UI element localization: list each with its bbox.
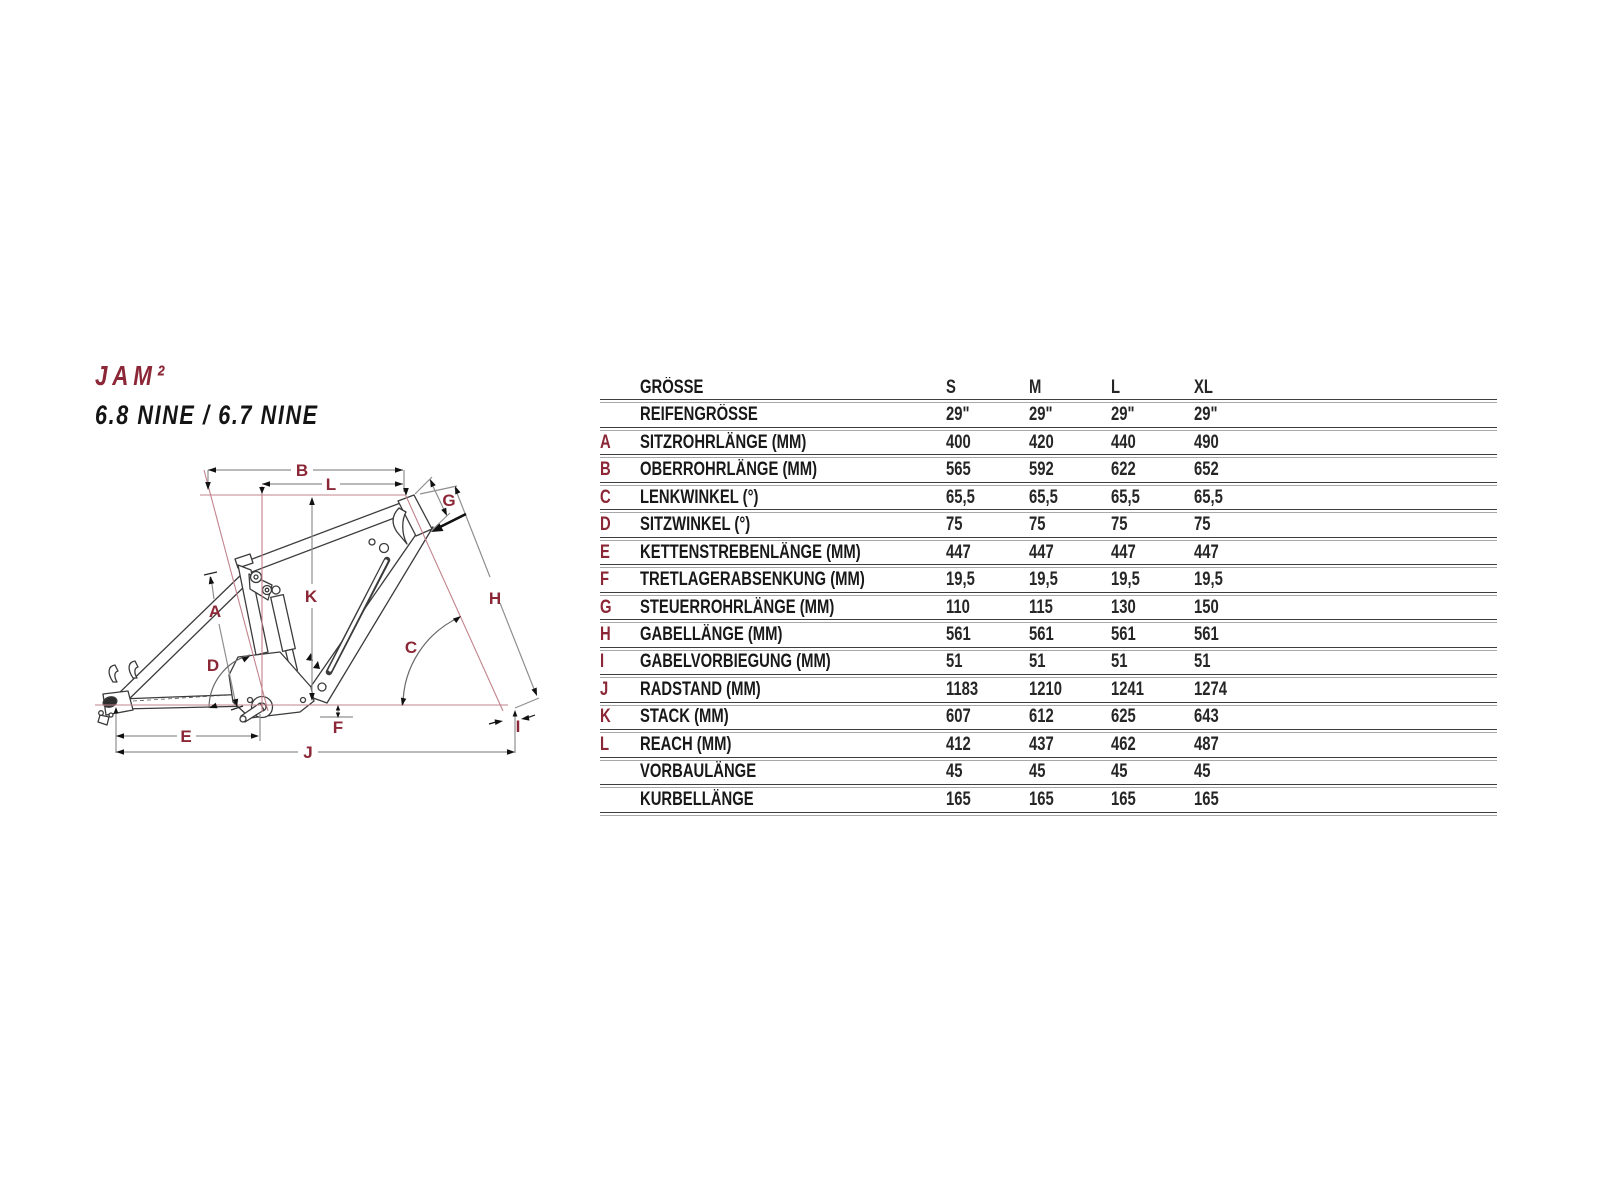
row-value bbox=[1029, 679, 1112, 701]
row-value-text: 110 bbox=[946, 596, 970, 618]
row-value bbox=[946, 459, 1029, 481]
row-value-text: 462 bbox=[1111, 733, 1137, 755]
row-value bbox=[1194, 679, 1277, 701]
row-value bbox=[1029, 487, 1112, 509]
row-label-text: RADSTAND (MM) bbox=[640, 678, 761, 700]
table-row bbox=[600, 706, 1497, 729]
row-value bbox=[946, 624, 1029, 646]
row-value-text: 29" bbox=[1194, 404, 1218, 426]
row-letter-text: J bbox=[600, 678, 609, 700]
row-value-text: 447 bbox=[1028, 541, 1054, 563]
row-value bbox=[1029, 789, 1112, 811]
dim-label-A: A bbox=[208, 602, 222, 621]
row-label-text: GABELVORBIEGUNG (MM) bbox=[640, 651, 831, 673]
row-value-text: 440 bbox=[1111, 431, 1137, 453]
dimension-lines bbox=[116, 470, 539, 753]
row-label bbox=[640, 789, 946, 811]
dim-label-F: F bbox=[332, 718, 344, 737]
row-value-text: 490 bbox=[1194, 431, 1219, 453]
table-row bbox=[600, 596, 1497, 619]
table-row bbox=[600, 486, 1497, 509]
row-value bbox=[946, 432, 1029, 454]
row-value-text: 487 bbox=[1194, 733, 1219, 755]
row-value-text: 165 bbox=[1194, 788, 1219, 810]
row-value-text: 45 bbox=[946, 761, 963, 783]
row-value-text: 561 bbox=[1028, 624, 1054, 645]
row-value bbox=[946, 597, 1029, 619]
table-header-row bbox=[600, 376, 1497, 399]
row-value-text: 420 bbox=[1028, 431, 1054, 453]
table-row bbox=[600, 788, 1497, 811]
row-value-text: 561 bbox=[1111, 624, 1137, 645]
header-size-label bbox=[640, 377, 946, 399]
dim-label-I: I bbox=[515, 717, 521, 736]
table-row bbox=[600, 623, 1497, 646]
row-value bbox=[1194, 734, 1277, 756]
row-value bbox=[1111, 487, 1194, 509]
row-value-text: 592 bbox=[1028, 459, 1054, 481]
row-value bbox=[1029, 569, 1112, 591]
row-value bbox=[1194, 624, 1277, 646]
row-value bbox=[1111, 569, 1194, 591]
row-value-text: 447 bbox=[1111, 541, 1137, 563]
row-value-text: 1210 bbox=[1028, 678, 1062, 700]
row-value-text: 412 bbox=[946, 733, 971, 755]
table-row bbox=[600, 733, 1497, 756]
row-letter bbox=[600, 679, 640, 701]
row-letter bbox=[600, 651, 640, 673]
row-label bbox=[640, 706, 946, 728]
row-letter bbox=[600, 597, 640, 619]
dim-label-E: E bbox=[180, 727, 192, 746]
row-value-text: 643 bbox=[1194, 706, 1219, 728]
table-row bbox=[600, 651, 1497, 674]
row-value bbox=[1029, 514, 1112, 536]
row-value bbox=[1029, 404, 1112, 426]
row-value bbox=[1194, 487, 1277, 509]
dim-label-K: K bbox=[304, 587, 318, 606]
row-value-text: 447 bbox=[946, 541, 971, 563]
row-value-text: 625 bbox=[1111, 706, 1137, 728]
row-label-text: KURBELLÄNGE bbox=[640, 788, 754, 810]
row-label bbox=[640, 432, 946, 454]
row-label bbox=[640, 487, 946, 509]
row-value bbox=[1194, 404, 1277, 426]
table-row bbox=[600, 568, 1497, 591]
row-value bbox=[1111, 542, 1194, 564]
row-letter-text: D bbox=[600, 514, 611, 536]
dim-label-L: L bbox=[325, 475, 337, 494]
row-value-text: 75 bbox=[1028, 514, 1046, 536]
row-value-text: 29" bbox=[1111, 404, 1135, 426]
row-value-text: 565 bbox=[946, 459, 971, 481]
row-value-text: 29" bbox=[946, 404, 970, 426]
row-value bbox=[1111, 761, 1194, 783]
row-value-text: 45 bbox=[1028, 761, 1046, 783]
row-value bbox=[1029, 761, 1112, 783]
dim-label-D: D bbox=[206, 656, 220, 675]
row-value-text: 51 bbox=[1111, 651, 1128, 673]
row-label-text: VORBAULÄNGE bbox=[640, 761, 757, 783]
table-body bbox=[600, 403, 1497, 815]
dim-label-J: J bbox=[303, 743, 313, 762]
row-value bbox=[1029, 459, 1112, 481]
row-value-text: 75 bbox=[1111, 514, 1128, 536]
row-letter bbox=[600, 624, 640, 646]
row-value-text: 19,5 bbox=[1194, 569, 1223, 591]
row-value bbox=[1029, 542, 1112, 564]
row-label bbox=[640, 679, 946, 701]
row-value-text: 622 bbox=[1111, 459, 1137, 481]
row-label bbox=[640, 761, 946, 783]
row-value bbox=[1194, 706, 1277, 728]
row-value bbox=[1111, 706, 1194, 728]
row-value bbox=[1111, 679, 1194, 701]
table-row bbox=[600, 513, 1497, 536]
row-value bbox=[946, 404, 1029, 426]
table-row bbox=[600, 541, 1497, 564]
row-letter-text: H bbox=[600, 624, 611, 645]
row-letter-text: I bbox=[600, 651, 605, 673]
row-value-text: 447 bbox=[1194, 541, 1219, 563]
row-value bbox=[1194, 761, 1277, 783]
row-label bbox=[640, 459, 946, 481]
row-value-text: 75 bbox=[1194, 514, 1211, 536]
row-value bbox=[1194, 459, 1277, 481]
row-value bbox=[1194, 542, 1277, 564]
row-value-text: 19,5 bbox=[946, 569, 975, 591]
row-label-text: TRETLAGERABSENKUNG (MM) bbox=[640, 569, 865, 591]
row-label-text: GABELLÄNGE (MM) bbox=[640, 624, 783, 645]
row-value-text: 65,5 bbox=[1194, 486, 1223, 508]
row-letter bbox=[600, 432, 640, 454]
row-letter-text: C bbox=[600, 486, 611, 508]
row-letter-text: K bbox=[600, 706, 611, 728]
row-value bbox=[946, 679, 1029, 701]
row-value-text: 561 bbox=[946, 624, 971, 645]
row-value-text: 1274 bbox=[1194, 678, 1228, 700]
row-letter bbox=[600, 734, 640, 756]
row-value bbox=[946, 761, 1029, 783]
row-value-text: 561 bbox=[1194, 624, 1219, 645]
row-label-text: SITZROHRLÄNGE (MM) bbox=[640, 431, 807, 453]
row-value bbox=[946, 651, 1029, 673]
table-row bbox=[600, 761, 1497, 784]
dim-label-C: C bbox=[404, 638, 418, 657]
row-letter bbox=[600, 514, 640, 536]
row-label bbox=[640, 542, 946, 564]
row-letter bbox=[600, 706, 640, 728]
col-header-xl: XL bbox=[1194, 376, 1214, 398]
table-row bbox=[600, 678, 1497, 701]
row-value-text: 45 bbox=[1194, 761, 1211, 783]
col-header-l: L bbox=[1111, 376, 1121, 398]
row-value bbox=[1194, 569, 1277, 591]
row-value bbox=[946, 706, 1029, 728]
row-label-text: STEUERROHRLÄNGE (MM) bbox=[640, 596, 835, 618]
row-value bbox=[1111, 459, 1194, 481]
col-header-m: M bbox=[1028, 376, 1042, 398]
row-value-text: 51 bbox=[1194, 651, 1211, 673]
row-label bbox=[640, 624, 946, 646]
row-value-text: 65,5 bbox=[1028, 486, 1058, 508]
model-subtitle: 6.8 NINE / 6.7 NINE bbox=[95, 400, 319, 430]
row-letter bbox=[600, 791, 640, 809]
row-value bbox=[1029, 651, 1112, 673]
frame-geometry-diagram bbox=[85, 438, 557, 775]
row-value-text: 65,5 bbox=[1111, 486, 1141, 508]
row-value-text: 1183 bbox=[946, 678, 979, 700]
row-value-text: 45 bbox=[1111, 761, 1128, 783]
row-value-text: 652 bbox=[1194, 459, 1219, 481]
row-letter bbox=[600, 487, 640, 509]
row-value bbox=[1111, 432, 1194, 454]
row-value bbox=[1029, 706, 1112, 728]
row-label-text: SITZWINKEL (°) bbox=[640, 514, 751, 536]
title-block bbox=[95, 360, 375, 431]
row-value bbox=[1029, 624, 1112, 646]
row-value bbox=[1194, 651, 1277, 673]
row-value-text: 400 bbox=[946, 431, 971, 453]
geometry-table bbox=[600, 376, 1497, 816]
row-value-text: 29" bbox=[1028, 404, 1053, 426]
row-label-text: LENKWINKEL (°) bbox=[640, 486, 759, 508]
row-letter bbox=[600, 459, 640, 481]
row-label bbox=[640, 569, 946, 591]
table-row bbox=[600, 403, 1497, 426]
row-value bbox=[946, 542, 1029, 564]
row-value-text: 19,5 bbox=[1028, 569, 1058, 591]
row-label-text: OBERROHRLÄNGE (MM) bbox=[640, 459, 818, 481]
row-label bbox=[640, 514, 946, 536]
row-value-text: 51 bbox=[1028, 651, 1046, 673]
row-value-text: 115 bbox=[1028, 596, 1053, 618]
row-letter bbox=[600, 406, 640, 424]
dim-label-B: B bbox=[295, 461, 309, 480]
row-letter-text: L bbox=[600, 733, 610, 755]
row-letter bbox=[600, 542, 640, 564]
row-label bbox=[640, 404, 946, 426]
row-label-text: STACK (MM) bbox=[640, 706, 729, 728]
dimension-arrowheads bbox=[114, 467, 537, 755]
row-value-text: 75 bbox=[946, 514, 963, 536]
row-value bbox=[946, 514, 1029, 536]
row-letter-text: A bbox=[600, 431, 611, 453]
row-value bbox=[1111, 404, 1194, 426]
col-header-s: S bbox=[946, 376, 956, 398]
row-value-text: 130 bbox=[1111, 596, 1137, 618]
row-value bbox=[1194, 432, 1277, 454]
row-value bbox=[1194, 597, 1277, 619]
model-title: JAM² bbox=[95, 360, 169, 391]
row-letter bbox=[600, 569, 640, 591]
table-row bbox=[600, 458, 1497, 481]
row-value-text: 165 bbox=[1111, 788, 1137, 810]
row-value bbox=[1111, 597, 1194, 619]
col-header-groesse: GRÖSSE bbox=[640, 376, 704, 398]
row-value bbox=[946, 734, 1029, 756]
dim-label-H: H bbox=[488, 589, 502, 608]
row-letter-text: B bbox=[600, 459, 611, 481]
row-label bbox=[640, 651, 946, 673]
row-value bbox=[1194, 514, 1277, 536]
row-value bbox=[1111, 514, 1194, 536]
row-letter-text: E bbox=[600, 541, 610, 563]
row-label-text: REIFENGRÖSSE bbox=[640, 404, 758, 426]
row-label bbox=[640, 734, 946, 756]
row-letter bbox=[600, 763, 640, 781]
row-value-text: 165 bbox=[946, 788, 971, 810]
row-value bbox=[1029, 432, 1112, 454]
row-label-text: KETTENSTREBENLÄNGE (MM) bbox=[640, 541, 861, 563]
row-value-text: 65,5 bbox=[946, 486, 975, 508]
row-value bbox=[946, 569, 1029, 591]
row-value bbox=[1111, 789, 1194, 811]
row-value bbox=[1111, 624, 1194, 646]
row-value bbox=[1029, 597, 1112, 619]
row-value-text: 51 bbox=[946, 651, 963, 673]
row-value-text: 437 bbox=[1028, 733, 1054, 755]
row-value bbox=[1111, 651, 1194, 673]
row-value bbox=[1029, 734, 1112, 756]
bike-frame-drawing bbox=[98, 495, 433, 725]
row-value bbox=[946, 789, 1029, 811]
row-value-text: 19,5 bbox=[1111, 569, 1141, 591]
row-value bbox=[1194, 789, 1277, 811]
row-label-text: REACH (MM) bbox=[640, 733, 732, 755]
row-value bbox=[946, 487, 1029, 509]
row-value-text: 150 bbox=[1194, 596, 1219, 618]
row-value-text: 1241 bbox=[1111, 678, 1145, 700]
table-rule bbox=[600, 812, 1497, 816]
row-letter-text: G bbox=[600, 596, 612, 618]
row-value bbox=[1111, 734, 1194, 756]
table-row bbox=[600, 431, 1497, 454]
row-value-text: 165 bbox=[1028, 788, 1054, 810]
row-label bbox=[640, 597, 946, 619]
row-value-text: 612 bbox=[1028, 706, 1054, 728]
row-value-text: 607 bbox=[946, 706, 971, 728]
dim-label-G: G bbox=[442, 491, 456, 510]
row-letter-text: F bbox=[600, 569, 610, 591]
